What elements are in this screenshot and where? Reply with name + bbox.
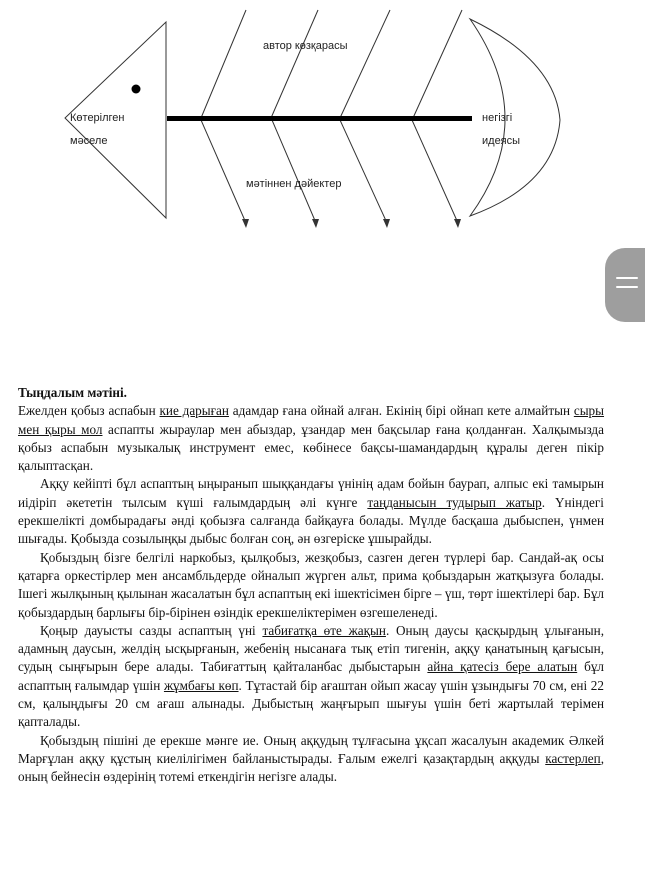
text-title: Тыңдалым мәтіні. [18, 385, 127, 400]
text-span: Ежелден қобыз аспабын [18, 403, 160, 419]
side-menu-handle[interactable] [605, 248, 645, 322]
branch-lower-4 [412, 120, 458, 223]
branch-upper-4 [413, 10, 462, 118]
underlined-phrase: жұмбағы көп [163, 677, 239, 693]
text-span: аспапты жыраулар мен абыздар, ұзандар мен бақсылар ғана қолданған. Халқымызда қобыз аспабын музыкалық инструмент емес, көбінесе бақсы-шамандардың құралы деген пікір қалыптасқан. [18, 421, 604, 474]
text-span: . Тұтастай бір ағаштан ойып жасау үшін ұзындығы 70 см, ені 22 см, қалыңдығы 20 см ағаш алынады. Дыбыстың жаңғырып шығуы үшін беті жартылай терімен қапталады. [18, 677, 604, 730]
underlined-phrase: табиғатқа өте жақын [262, 622, 386, 638]
branch-upper-3 [340, 10, 390, 118]
label-text-evidence: мәтіннен дәйектер [246, 178, 342, 190]
branch-lower-1 [201, 120, 246, 223]
text-span: бұл аспаптың ғалымдар үшін [18, 659, 604, 693]
arrowhead-2 [312, 219, 319, 228]
text-span: Қобыздың пішіні де ерекше мәнге ие. Оның аққудың тұлғасына ұқсап жасалуын академик Әлкей Марғұлан аққу құстың киелілігімен байланыстырады. Ғалым ежелгі қазақтардың аққуды [18, 732, 604, 766]
label-main-idea-2: идеясы [482, 135, 521, 147]
arrowhead-4 [454, 219, 461, 228]
underlined-phrase: кастерлеп [545, 750, 601, 766]
arrowhead-1 [242, 219, 249, 228]
fish-spine [167, 116, 472, 121]
label-author-view: автор көзқарасы [263, 40, 348, 52]
paragraph-4 [18, 622, 604, 732]
fish-eye [132, 85, 141, 94]
text-span: Аққу кейіпті бұл аспаптың ыңыранып шыққандағы үнінің адам бойын баурап, алпыс екі тамырын иідіріп әкететін тылсым күші ғалымдардың әлі күнге [18, 476, 604, 510]
text-span: Қоңыр дауысты сазды аспаптың үні [40, 622, 263, 638]
branch-lower-3 [340, 120, 387, 223]
arrowhead-3 [383, 219, 390, 228]
text-span: адамдар ғана ойнай алған. Екінің бірі ойнап кете алмайтын [228, 403, 574, 419]
paragraph-5 [18, 732, 604, 787]
text-span: . Оның даусы қасқырдың ұлығанын, адамның даусын, желдің ысқырғанын, жебенің нысанаға тық етіп тигенін, аққу қанатының қағысын, судың сыңғырын бере алады. Табиғаттың қайталанбас дыбыстарын [18, 622, 604, 675]
underlined-phrase: кие дарыған [159, 403, 229, 419]
label-main-idea-1: негізгі [482, 112, 513, 124]
underlined-phrase: таңданысын тудырып жатыр [367, 494, 542, 510]
paragraph-3 [18, 549, 604, 622]
underlined-phrase: сыры мен қыры мол [18, 403, 605, 437]
label-raised-issue-2: мәселе [70, 135, 108, 147]
listening-text [18, 384, 604, 787]
branch-lower-2 [272, 120, 316, 223]
branch-upper-1 [201, 10, 246, 118]
label-raised-issue-1: Көтерілген [70, 112, 125, 124]
underlined-phrase: айна қатесіз бере алатын [427, 659, 578, 675]
paragraph-2 [18, 475, 604, 548]
hamburger-icon[interactable] [616, 277, 638, 295]
text-span: Қобыздың бізге белгілі наркобыз, қылқобыз, жезқобыз, сазген деген түрлері бар. Сандай-ақ осы қатарға оркестірлер мен ансамбльдерде ойналып жүрген альт, прима қобыздарын жатқызуға болады. Ішегі жылқының қылынан жасалатын бұл аспаптың екі ішектісімен бірге – үш, төрт ішектілері бар. Бұл қобыздардың барлығы бір-бірінен өзіндік ерекшеліктерімен өзгешеленеді. [18, 549, 604, 620]
branch-upper-2 [271, 10, 318, 118]
paragraph-1 [18, 402, 604, 475]
text-span: . Үніндегі ерекшелікті домбырадағы әнді қобызға салғанда байқауға болады. Мүлде басқаша дыбыспен, үнмен шығады. Қобызда созылыңқы дыбыс болған соң, ән өзгеріске ұшырайды. [18, 494, 604, 547]
text-span: , оның бейнесін өздерінің тотемі еткендігін негізге алады. [18, 750, 604, 785]
